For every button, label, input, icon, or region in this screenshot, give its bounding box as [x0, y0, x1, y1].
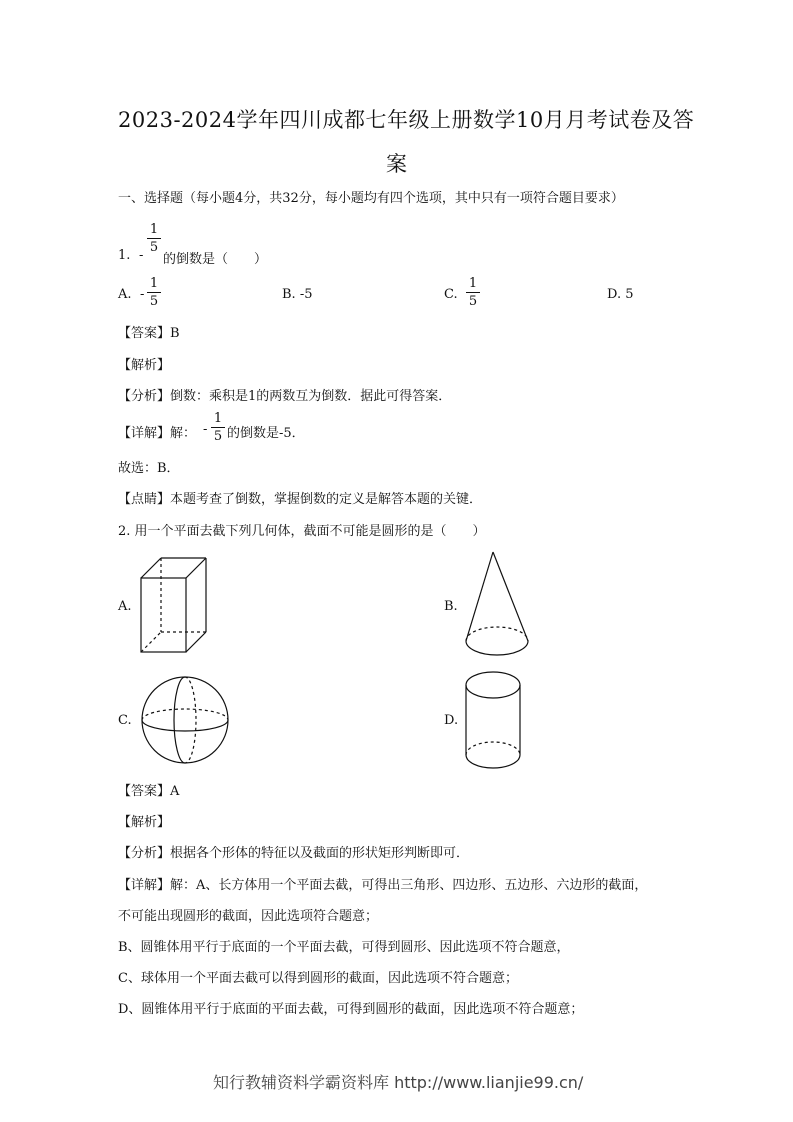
q2-detail-line1: 【详解】解：A、长方体用一个平面去截，可得出三角形、四边形、五边形、六边形的截面，: [118, 878, 648, 893]
q2-line-b: B、圆锥体用平行于底面的一个平面去截，可得到圆形、因此选项不符合题意，: [118, 940, 570, 955]
q2-line-d: D、圆锥体用平行于底面的平面去截，可得到圆形的截面，因此选项不符合题意；: [118, 1002, 584, 1017]
q1-answer: 【答案】B: [118, 326, 180, 341]
q2-stem: 2. 用一个平面去截下列几何体，截面不可能是圆形的是（ ）: [118, 524, 486, 539]
q1-option-c-bar: [466, 292, 480, 293]
q1-option-a-num: 1: [149, 276, 159, 291]
q2-analysis-label: 【解析】: [118, 815, 171, 830]
q2-option-a-label: A.: [118, 599, 132, 614]
q1-detail-num: 1: [213, 411, 223, 426]
q2-option-b-label: B.: [444, 599, 458, 614]
q1-detail-prefix: 【详解】解：: [118, 426, 197, 441]
q2-line-c: C、球体用一个平面去截可以得到圆形的截面，因此选项不符合题意；: [118, 971, 518, 986]
q2-detail-line2: 不可能出现圆形的截面，因此选项符合题意；: [118, 909, 379, 924]
footer-watermark: 知行教辅资料学霸资料库 http://www.lianjie99.cn/: [213, 1073, 584, 1092]
q1-frac-den: 5: [149, 240, 159, 255]
q1-detail-fraction: [211, 411, 225, 444]
page-title-line1: 2023-2024学年四川成都七年级上册数学10月月考试卷及答: [118, 108, 695, 132]
q1-detail-suffix: 的倒数是-5．: [227, 426, 305, 441]
q2-answer: 【答案】A: [118, 784, 180, 799]
q1-option-a-den: 5: [149, 294, 159, 309]
q1-option-c-num: 1: [468, 276, 478, 291]
cone-figure: [464, 550, 530, 658]
q1-detail-minus: -: [203, 422, 208, 437]
q1-detail-den: 5: [213, 429, 223, 444]
q2-fenxi: 【分析】根据各个形体的特征以及截面的形状矩形判断即可．: [118, 846, 470, 861]
q1-minus: -: [139, 248, 144, 263]
q1-frac-bar: [147, 238, 161, 239]
q1-option-b: B. -5: [282, 287, 313, 302]
q1-detail-bar: [211, 427, 225, 428]
cuboid-figure: [140, 556, 208, 654]
q1-option-a-minus: -: [140, 287, 145, 302]
q1-number: 1.: [118, 248, 131, 263]
q1-choose: 故选：B．: [118, 461, 180, 476]
q1-frac-num: 1: [149, 222, 159, 237]
q1-fraction: [147, 222, 161, 255]
q1-dianjing: 【点睛】本题考查了倒数，掌握倒数的定义是解答本题的关键．: [118, 492, 483, 507]
q1-option-c-den: 5: [468, 294, 478, 309]
q1-option-a-label: A.: [118, 287, 132, 302]
page-title-line2: 案: [386, 152, 408, 176]
q2-option-d-label: D.: [444, 713, 459, 728]
sphere-figure: [140, 676, 232, 764]
q1-stem: 的倒数是（ ）: [163, 252, 268, 267]
q1-option-c-label: C.: [444, 287, 458, 302]
q1-option-c-fraction: [466, 276, 480, 309]
q2-option-c-label: C.: [118, 713, 132, 728]
q1-analysis-label: 【解析】: [118, 358, 171, 373]
q1-option-a-bar: [147, 292, 161, 293]
q1-fenxi: 【分析】倒数：乘积是1的两数互为倒数．据此可得答案．: [118, 389, 452, 404]
q1-option-d: D. 5: [607, 287, 634, 302]
cylinder-figure: [464, 670, 524, 770]
section-heading: 一、选择题（每小题4分，共32分，每小题均有四个选项，其中只有一项符合题目要求）: [118, 191, 624, 206]
q1-option-a-fraction: [147, 276, 161, 309]
